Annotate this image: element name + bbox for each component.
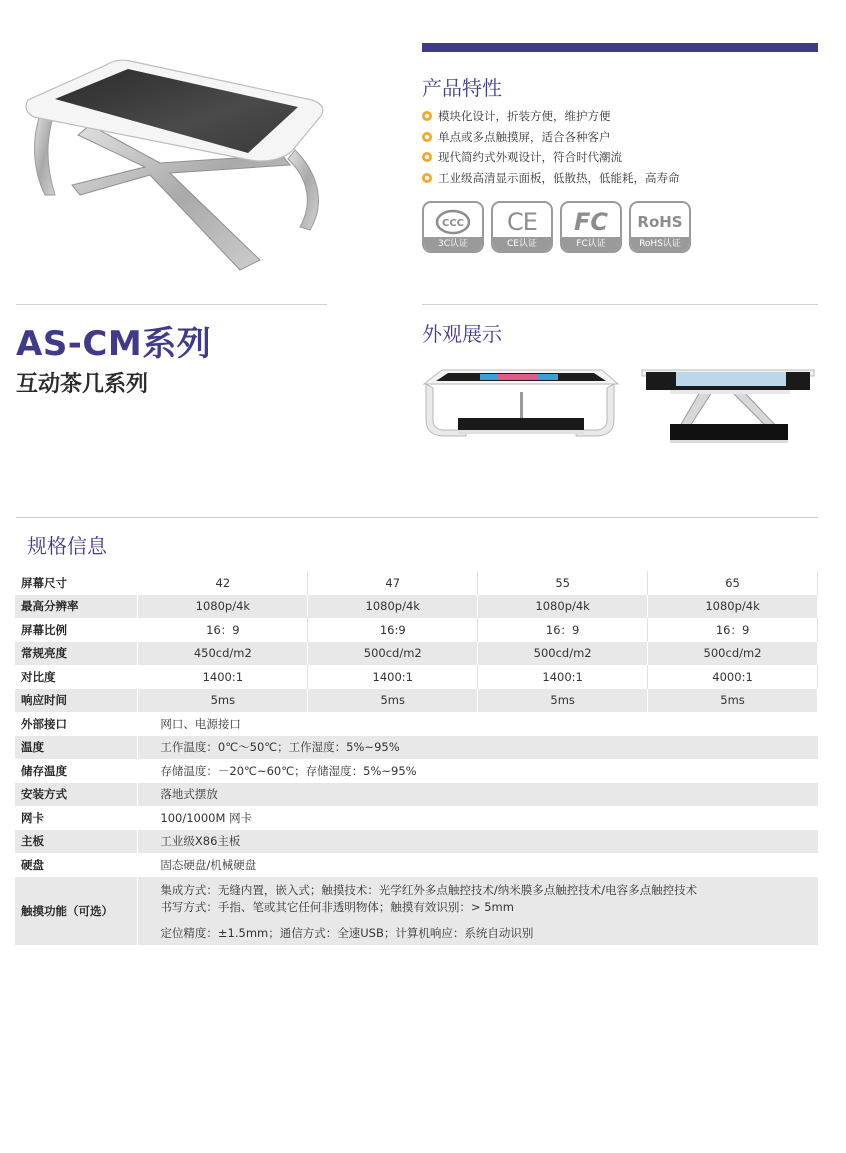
spec-key: 屏幕比例	[15, 618, 138, 642]
ce-logo-icon: CE	[507, 207, 537, 236]
spec-key: 最高分辨率	[15, 595, 138, 619]
spec-key: 对比度	[15, 665, 138, 689]
table-row	[15, 736, 818, 760]
table-row	[15, 595, 818, 619]
product-hero-image	[20, 55, 340, 280]
touch-writing-text: 书写方式：手指、笔或其它任何非透明物体；触摸有效识别：> 5mm	[160, 899, 514, 914]
spec-value: 1080p/4k	[648, 595, 818, 619]
spec-value: 5ms	[138, 689, 308, 713]
spec-key: 屏幕尺寸	[15, 571, 138, 595]
bullet-icon	[422, 152, 432, 162]
bullet-icon	[422, 111, 432, 121]
bullet-icon	[422, 132, 432, 142]
spec-key: 储存温度	[15, 759, 138, 783]
spec-value: 1080p/4k	[478, 595, 648, 619]
table-row	[15, 689, 818, 713]
spec-value: 工业级X86主板	[138, 830, 818, 854]
table-row	[15, 665, 818, 689]
features-list	[422, 106, 680, 188]
list-item: 现代简约式外观设计，符合时代潮流	[422, 147, 680, 168]
appearance-image-front	[420, 362, 620, 442]
fc-logo-icon: FC	[573, 207, 608, 236]
table-row	[15, 712, 818, 736]
table-row	[15, 642, 818, 666]
appearance-title: 外观展示	[422, 322, 502, 346]
fc-cert-badge: FC FC认证	[560, 201, 622, 253]
spec-value: 定位精度：±1.5mm；通信方式：全速USB；计算机响应：系统自动识别	[138, 921, 818, 945]
spec-value: 16:9	[308, 618, 478, 642]
table-row	[15, 877, 818, 921]
spec-key: 外部接口	[15, 712, 138, 736]
table-row	[15, 571, 818, 595]
spec-value: 1400:1	[138, 665, 308, 689]
table-row	[15, 618, 818, 642]
spec-key: 响应时间	[15, 689, 138, 713]
spec-value: 1080p/4k	[308, 595, 478, 619]
table-row	[15, 830, 818, 854]
spec-key: 网卡	[15, 806, 138, 830]
spec-value: 47	[308, 571, 478, 595]
spec-value: 1400:1	[478, 665, 648, 689]
spec-table	[15, 571, 818, 945]
rohs-logo-icon: RoHS	[637, 212, 683, 231]
ccc-cert-badge: CCC 3C认证	[422, 201, 484, 253]
spec-value: 500cd/m2	[648, 642, 818, 666]
spec-value: 5ms	[478, 689, 648, 713]
spec-key: 安装方式	[15, 783, 138, 807]
spec-key: 常规亮度	[15, 642, 138, 666]
rohs-cert-badge: RoHS RoHS认证	[629, 201, 691, 253]
spec-value: 42	[138, 571, 308, 595]
table-row	[15, 853, 818, 877]
spec-value: 落地式摆放	[138, 783, 818, 807]
list-item: 单点或多点触摸屏，适合各种客户	[422, 127, 680, 148]
divider	[422, 304, 818, 305]
spec-value: 100/1000M 网卡	[160, 810, 253, 825]
spec-value: 16：9	[478, 618, 648, 642]
spec-value: 65	[648, 571, 818, 595]
certification-badges	[422, 201, 691, 253]
spec-value: 1400:1	[308, 665, 478, 689]
svg-text:CCC: CCC	[441, 217, 465, 229]
spec-value: 500cd/m2	[478, 642, 648, 666]
spec-value: 网口、电源接口	[160, 716, 241, 731]
spec-value: 5ms	[308, 689, 478, 713]
spec-value: 固态硬盘/机械硬盘	[160, 857, 257, 872]
spec-value: 1080p/4k	[138, 595, 308, 619]
list-item: 工业级高清显示面板，低散热，低能耗，高寿命	[422, 168, 680, 189]
table-row	[15, 759, 818, 783]
spec-value: 5ms	[648, 689, 818, 713]
spec-key: 温度	[15, 736, 138, 760]
ccc-logo-icon	[424, 206, 482, 237]
table-row	[15, 783, 818, 807]
spec-value: 工作温度：0℃～50℃；工作湿度：5%~95%	[138, 736, 818, 760]
list-item: 模块化设计，折装方便，维护方便	[422, 106, 680, 127]
spec-value: 450cd/m2	[138, 642, 308, 666]
spec-key: 主板	[15, 830, 138, 854]
appearance-image-side	[640, 362, 816, 446]
touch-integration-text: 集成方式：无缝内置，嵌入式；触摸技术：光学红外多点触控技术/纳米膜多点触控技术/电容多点触控技术	[160, 882, 698, 897]
spec-value	[138, 877, 818, 921]
features-title: 产品特性	[422, 76, 502, 100]
spec-title: 规格信息	[27, 534, 107, 558]
spec-value: 500cd/m2	[308, 642, 478, 666]
header-accent-bar	[422, 43, 818, 52]
series-title: AS-CM系列	[16, 324, 212, 364]
bullet-icon	[422, 173, 432, 183]
series-subtitle: 互动茶几系列	[16, 372, 149, 397]
divider	[16, 304, 327, 305]
spec-key: 硬盘	[15, 853, 138, 877]
ce-cert-badge: CE CE认证	[491, 201, 553, 253]
spec-key: 触摸功能（可选）	[15, 877, 138, 945]
divider	[16, 517, 818, 518]
spec-value: 55	[478, 571, 648, 595]
spec-value: 16：9	[648, 618, 818, 642]
spec-value: 存储温度：－20℃~60℃；存储湿度：5%~95%	[160, 763, 417, 778]
table-row	[15, 806, 818, 830]
spec-value: 4000:1	[648, 665, 818, 689]
spec-value: 16：9	[138, 618, 308, 642]
